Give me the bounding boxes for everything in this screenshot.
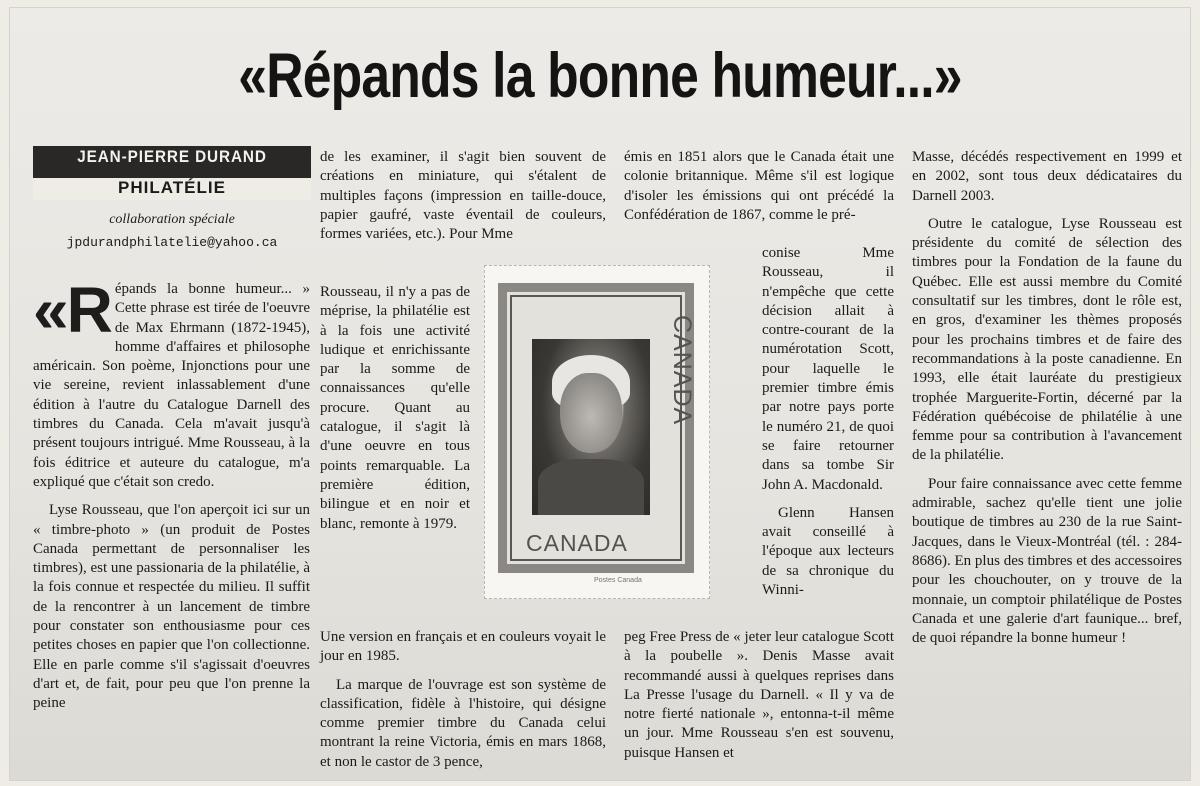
collaboration-label: collaboration spéciale bbox=[109, 212, 235, 227]
column-4 bbox=[912, 148, 1182, 648]
author-name: JEAN-PIERRE DURAND bbox=[77, 147, 267, 166]
author-email: jpdurandphilatelie@yahoo.ca bbox=[66, 235, 278, 250]
column-3-top bbox=[624, 148, 894, 225]
stamp-country-horizontal: CANADA bbox=[526, 530, 628, 556]
column-3-wrap bbox=[762, 244, 894, 600]
paragraph: La marque de l'ouvrage est son système de classification, fidèle à l'histoire, qui désigne comme premier timbre du Canada celui montrant la reine Victoria, émis en mars 1868, et non le castor de 3 pence, bbox=[320, 676, 606, 770]
column-1 bbox=[33, 274, 310, 714]
paragraph: Rousseau, il n'y a pas de méprise, la philatélie est à la fois une activité ludique et enrichissante par la somme de connaissances qu'elle procure. Quant au catalogue, il s'agit là d'une oeuvre en tous points remarquable. La première édition, bilingue et en noir et blanc, remonte à 1979. bbox=[320, 284, 470, 532]
headline: «Répands la bonne humeur...» bbox=[238, 41, 962, 111]
column-2-top bbox=[320, 148, 606, 244]
stamp-credit: Postes Canada bbox=[594, 577, 642, 584]
paragraph: Masse, décédés respectivement en 1999 et en 2002, sont tous deux dédicataires du Darnell 2003. bbox=[912, 149, 1182, 204]
portrait-image bbox=[532, 339, 650, 515]
paragraph: peg Free Press de « jeter leur catalogue Scott à la poubelle ». Denis Masse avait recommandé aussi à quelques reprises dans La Presse l'usage du Darnell. « Il y va de notre fierté nationale », entonna-t-il même un jour. Mme Rousseau s'en est souvenu, puisque Hansen et bbox=[624, 629, 894, 761]
paragraph: Glenn Hansen avait conseillé à l'époque aux lecteurs de sa chronique du Winni- bbox=[762, 504, 894, 599]
drop-cap: «R bbox=[33, 274, 111, 346]
paragraph: épands la bonne humeur... » Cette phrase est tirée de l'oeuvre de Max Ehrmann (1872-1945), homme d'affaires et philosophe américain. Son poème, Injonctions pour une vie sereine, revient inlassablement d'une édition à l'autre du Catalogue Darnell des timbres du Canada. Cela m'avait jusqu'à présent toujours intrigué. Mme Rousseau, à la fois éditrice et auteure du catalogue, m'a expliqué que c'était son credo. bbox=[33, 281, 310, 490]
paragraph: Outre le catalogue, Lyse Rousseau est présidente du comité de sélection des timbres pour la Fondation de la faune du Québec. Elle est aussi membre du Comité consultatif sur les timbres, dont le rôle est, en gros, d'examiner les thèmes proposés pour les prochains timbres et de faire des recommandations à la poste canadienne. En 1993, elle était lauréate du prestigieux trophée Marguerite-Fortin, décerné par la Fédération québécoise de philatélie à une femme pour sa contribution à l'avancement de la philatélie. bbox=[912, 215, 1182, 464]
paragraph: conise Mme Rousseau, il n'empêche que cette décision allait à contre-courant de la numérotation Scott, pour laquelle le premier timbre émis par notre pays porte le numéro 21, de quoi se faire retourner dans sa tombe Sir John A. Macdonald. bbox=[762, 245, 894, 493]
paragraph: Pour faire connaissance avec cette femme admirable, sachez qu'elle tient une jolie boutique de timbres au 230 de la rue Saint-Jacques, dans le Vieux-Montréal (tél. : 284-8686). En plus des timbres et des accessoires pour les chouchouter, on y trouve de la monnaie, un comptoir philatélique de Postes Canada et une galerie d'art faunique... bref, de quoi répandre la bonne humeur ! bbox=[912, 475, 1182, 647]
paragraph: de les examiner, il s'agit bien souvent de créations en miniature, qui s'étalent de multiples façons (impression en taille-douce, papier gaufré, vaste éventail de couleurs, formes variées, etc.). Pour Mme bbox=[320, 149, 606, 243]
paragraph: Lyse Rousseau, que l'on aperçoit ici sur un « timbre-photo » (un produit de Postes Canada permettant de personnaliser les timbres), est une passionaria de la philatélie, à la fois connue et respectée du milieu. Il suffit de la rencontrer à un lancement de timbre pour constater son enthousiasme pour ces petites choses en papier que l'on collectionne. Elle en parle comme s'il s'agissait d'oeuvres d'art et, de fait, pour peu que l'on prenne la peine bbox=[33, 502, 310, 712]
column-2-bottom bbox=[320, 628, 606, 772]
column-2-wrap bbox=[320, 283, 470, 534]
column-3-bottom bbox=[624, 628, 894, 763]
portrait-shoulders bbox=[538, 459, 644, 515]
portrait-face bbox=[560, 373, 622, 453]
rubric-label: PHILATÉLIE bbox=[33, 178, 311, 200]
paragraph: émis en 1851 alors que le Canada était une colonie britannique. Même s'il est logique d'isoler les émissions qui ont précédé la Confédération de 1867, comme le pré- bbox=[624, 149, 894, 223]
stamp-photo-figure bbox=[484, 265, 710, 599]
stamp-country-vertical: CANADA bbox=[668, 315, 696, 426]
paragraph: Une version en français et en couleurs voyait le jour en 1985. bbox=[320, 629, 606, 665]
